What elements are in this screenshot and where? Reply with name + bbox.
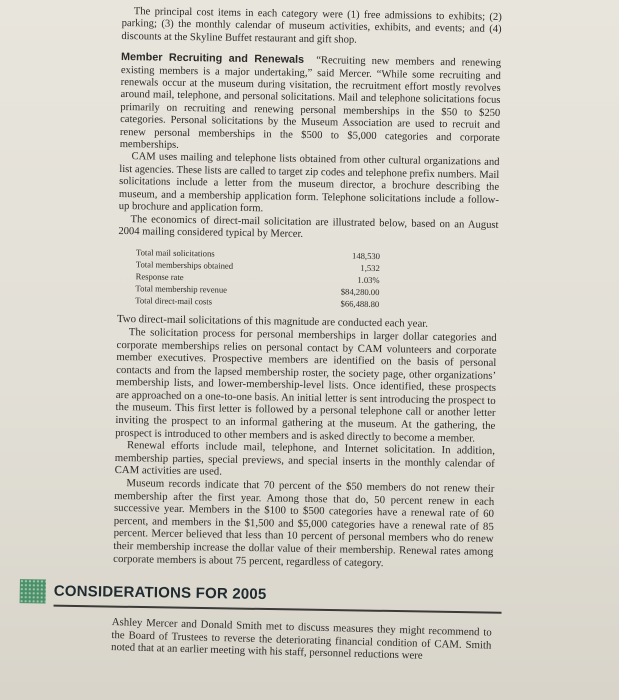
- table-value: 1.03%: [357, 275, 380, 286]
- member-recruiting-paragraph: [120, 51, 502, 157]
- considerations-paragraph: Ashley Mercer and Donald Smith met to discuss measures they might recommend to the Board of Trustees to reverse the deteriorating financial condition of CAM. Smith noted that at an earlier meeting with his staff, personnel reductions were: [110, 616, 492, 662]
- table-value: 1,532: [360, 263, 380, 274]
- personal-solicitation-paragraph: The solicitation process for personal memberships in larger dollar categories and corporate memberships relies on personal contact by CAM volunteers and corporate member executives. Prospective members are identified on the basis of personal contacts and from the lapsed membership roster, the society page, other organizations’ membership lists, and lower-membership-level lists. Once identified, these prospects are approached on a one-to-one basis. An initial letter is sent introducing the prospect to the museum. This first letter is followed by a personal telephone call or another letter inviting the prospect to an informal gathering at the museum. At the gathering, the prospect is introduced to other members and is asked directly to become a member.: [115, 326, 497, 445]
- text-column: [113, 0, 502, 571]
- table-value: 148,530: [351, 250, 381, 262]
- solicitation-text: [113, 313, 497, 571]
- section-marker-icon: [20, 579, 46, 603]
- heading-rule: [54, 605, 502, 614]
- mailing-lists-paragraph: CAM uses mailing and telephone lists obtained from other cultural organizations and list agencies. These lists are called to target zip codes and telephone prefix numbers. Mail solicitations include a letter from the museum director, a brochure describing the museum, and a membership application form. Telephone solicitations include a follow-up brochure and application form.: [118, 151, 500, 215]
- table-row: [135, 295, 379, 311]
- member-recruiting-text: “Recruiting new members and renewing existing members is a major undertaking,” said Mercer. “While some recruiting and renewals occur at the museum during visitation, the recruitment effort mostly revolves around mail, telephone, and personal solicitations. Mail and telephone solicitations focus primarily on recruiting and renewing personal memberships in the $50 to $250 categories. Personal solicitations by the Museum Association are used to recruit and renew personal memberships in the $500 to $5,000 categories and corporate memberships.: [119, 55, 502, 151]
- table-label: Total memberships obtained: [135, 259, 234, 272]
- considerations-heading: CONSIDERATIONS FOR 2005: [53, 582, 267, 603]
- solicitation-frequency-paragraph: Two direct-mail solicitations of this magnitude are conducted each year.: [116, 313, 429, 331]
- direct-mail-table: [135, 247, 380, 311]
- table-label: Response rate: [135, 271, 184, 283]
- table-label: Total direct-mail costs: [135, 295, 213, 307]
- considerations-heading-band: [12, 577, 502, 615]
- table-label: Total membership revenue: [135, 283, 228, 295]
- table-label: Total mail solicitations: [135, 247, 215, 259]
- section-heading-member-recruiting: Member Recruiting and Renewals: [121, 51, 305, 67]
- direct-mail-economics-paragraph: The economics of direct-mail solicitation are illustrated below, based on an August 2004 mailing considered typical by Mercer.: [118, 213, 499, 240]
- renewal-rates-paragraph: Museum records indicate that 70 percent of the $50 members do not renew their membership after the first year. Among those that do, 50 percent renew in each successive year. Members in the $100 to $500 categories have a renewal rate of 60 percent, and members in the $1,500 and $5,000 categories have a renewal rate of 85 percent. Mercer believed that less than 10 percent of personal members who do renew their membership increase the dollar value of their membership. Renewal rates among corporate members is about 75 percent, regardless of category.: [113, 477, 495, 569]
- renewal-efforts-paragraph: Renewal efforts include mail, telephone, and Internet solicitation. In addition, membership parties, special previews, and special inserts in the monthly calendar of CAM activities are used.: [114, 439, 496, 479]
- considerations-column: [111, 616, 492, 664]
- intro-paragraph: The principal cost items in each category were (1) free admissions to exhibits; (2) parking; (3) the monthly calendar of museum activities, exhibits, and events; and (4) discounts at the Skyline Buffet restaurant and gift shop.: [121, 6, 502, 46]
- table-value: $84,280.00: [340, 286, 380, 298]
- table-value: $66,488.80: [340, 298, 380, 310]
